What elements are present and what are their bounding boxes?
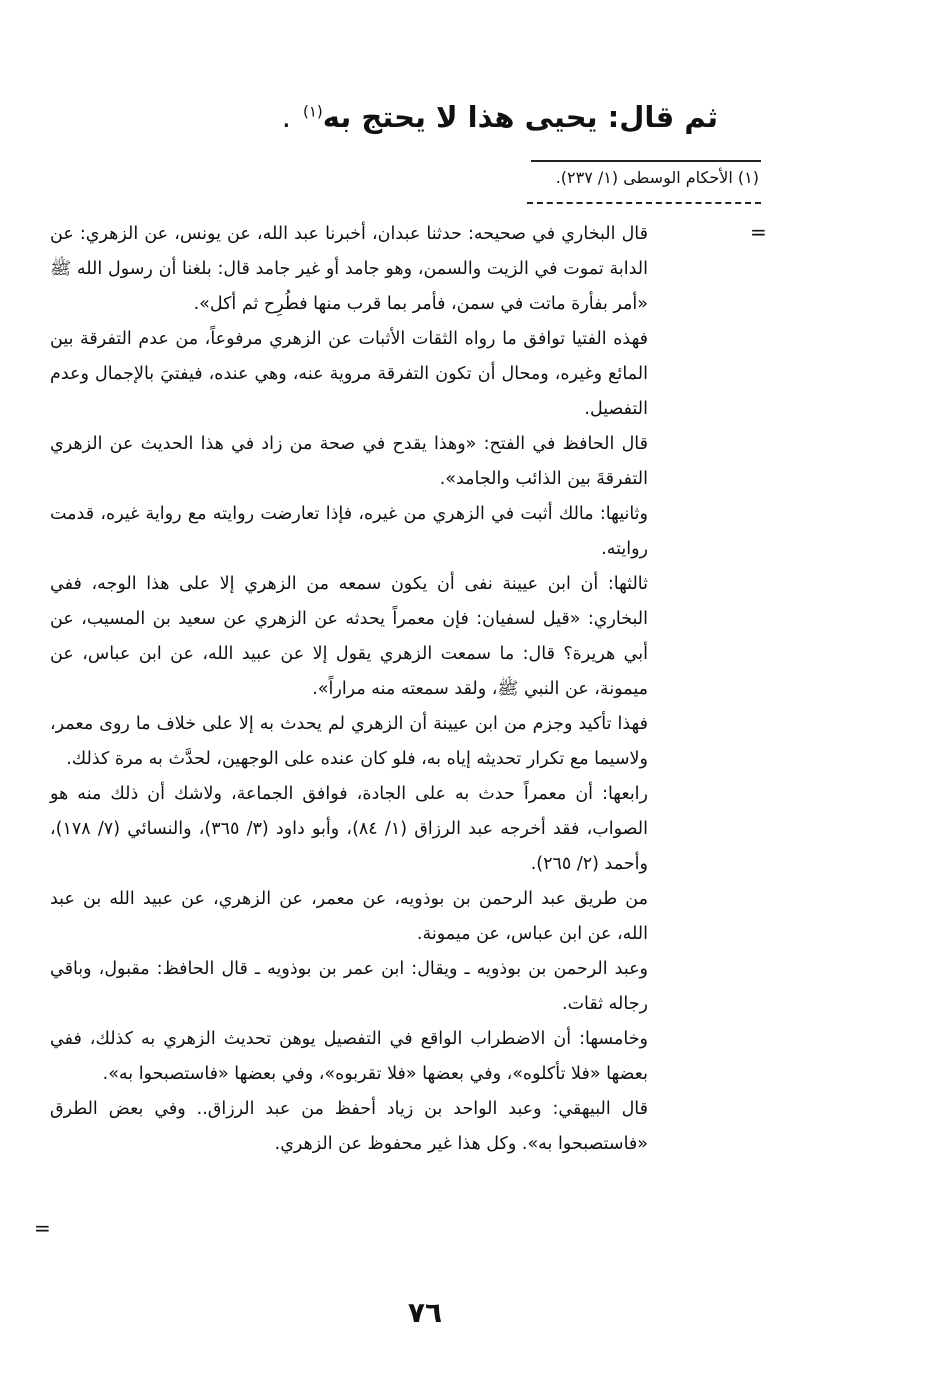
paragraph: وعبد الرحمن بن بوذويه ـ ويقال: ابن عمر بن بوذويه ـ قال الحافظ: مقبول، وباقي رجاله ثقات. bbox=[50, 959, 648, 1014]
paragraph: قال الحافظ في الفتح: «وهذا يقدح في صحة من زاد في هذا الحديث عن الزهري التفرقةَ بين الذائب والجامد». bbox=[50, 434, 648, 489]
paragraph: فهذا تأكيد وجزم من ابن عيينة أن الزهري لم يحدث به إلا على خلاف ما روى معمر، ولاسيما مع تكرار تحديثه إياه به، فلو كان عنده على الوجهين، لحدَّث به مرة كذلك. bbox=[50, 714, 648, 769]
paragraph: قال البخاري في صحيحه: حدثنا عبدان، أخبرنا عبد الله، عن يونس، عن الزهري: عن الدابة تموت في الزيت والسمن، وهو جامد أو غير جامد قال: بلغنا أن رسول الله ﷺ «أمر بفأرة ماتت في سمن، فأمر بما قرب منها فطُرِح ثم أكل». bbox=[50, 224, 648, 314]
footnote-rule-dashed bbox=[527, 202, 761, 204]
page-number: ٧٦ bbox=[407, 1296, 443, 1329]
heading-footnote-marker: (١) bbox=[303, 102, 323, 121]
continuation-mark-top: = bbox=[750, 220, 767, 244]
continuation-mark-bottom: = bbox=[34, 1216, 51, 1240]
heading-period: . bbox=[281, 100, 291, 134]
paragraph: من طريق عبد الرحمن بن بوذويه، عن معمر، عن الزهري، عن عبيد الله بن عبد الله، عن ابن عباس، عن ميمونة. bbox=[50, 889, 648, 944]
paragraph: رابعها: أن معمراً حدث به على الجادة، فوافق الجماعة، ولاشك أن ذلك منه هو الصواب، فقد أخرجه عبد الرزاق (١/ ٨٤)، وأبو داود (٣/ ٣٦٥)، والنسائي (٧/ ١٧٨)، وأحمد (٢/ ٢٦٥). bbox=[50, 784, 648, 874]
page-heading bbox=[282, 100, 718, 134]
body-text bbox=[50, 217, 648, 1162]
paragraph: فهذه الفتيا توافق ما رواه الثقات الأثبات عن الزهري مرفوعاً، من عدم التفرقة بين المائع وغيره، ومحال أن تكون التفرقة مروية عنه، وهي عنده، فيفتيَ بالإجمال وعدم التفصيل. bbox=[50, 329, 648, 419]
paragraph: قال البيهقي: وعبد الواحد بن زياد أحفظ من عبد الرزاق.. وفي بعض الطرق «فاستصبحوا به». وكل هذا غير محفوظ عن الزهري. bbox=[50, 1099, 648, 1154]
heading-text: ثم قال: يحيى هذا لا يحتج به bbox=[322, 100, 718, 134]
footnote-rule-solid bbox=[531, 160, 761, 162]
paragraph: وثانيها: مالك أثبت في الزهري من غيره، فإذا تعارضت روايته مع رواية غيره، قدمت روايته. bbox=[50, 504, 648, 559]
paragraph: ثالثها: أن ابن عيينة نفى أن يكون سمعه من الزهري إلا على هذا الوجه، ففي البخاري: «قيل لسفيان: فإن معمراً يحدثه عن الزهري عن سعيد بن المسيب، عن أبي هريرة؟ قال: ما سمعت الزهري يقول إلا عن عبيد الله، عن ابن عباس، عن ميمونة، عن النبي ﷺ، ولقد سمعته منه مراراً». bbox=[50, 574, 648, 699]
footnote: (١) الأحكام الوسطى (١/ ٢٣٧). bbox=[555, 168, 759, 187]
paragraph: وخامسها: أن الاضطراب الواقع في التفصيل يوهن تحديث الزهري به كذلك، ففي بعضها «فلا تأكلوه»، وفي بعضها «فلا تقربوه»، وفي بعضها «فاستصبحوا به». bbox=[50, 1029, 648, 1084]
